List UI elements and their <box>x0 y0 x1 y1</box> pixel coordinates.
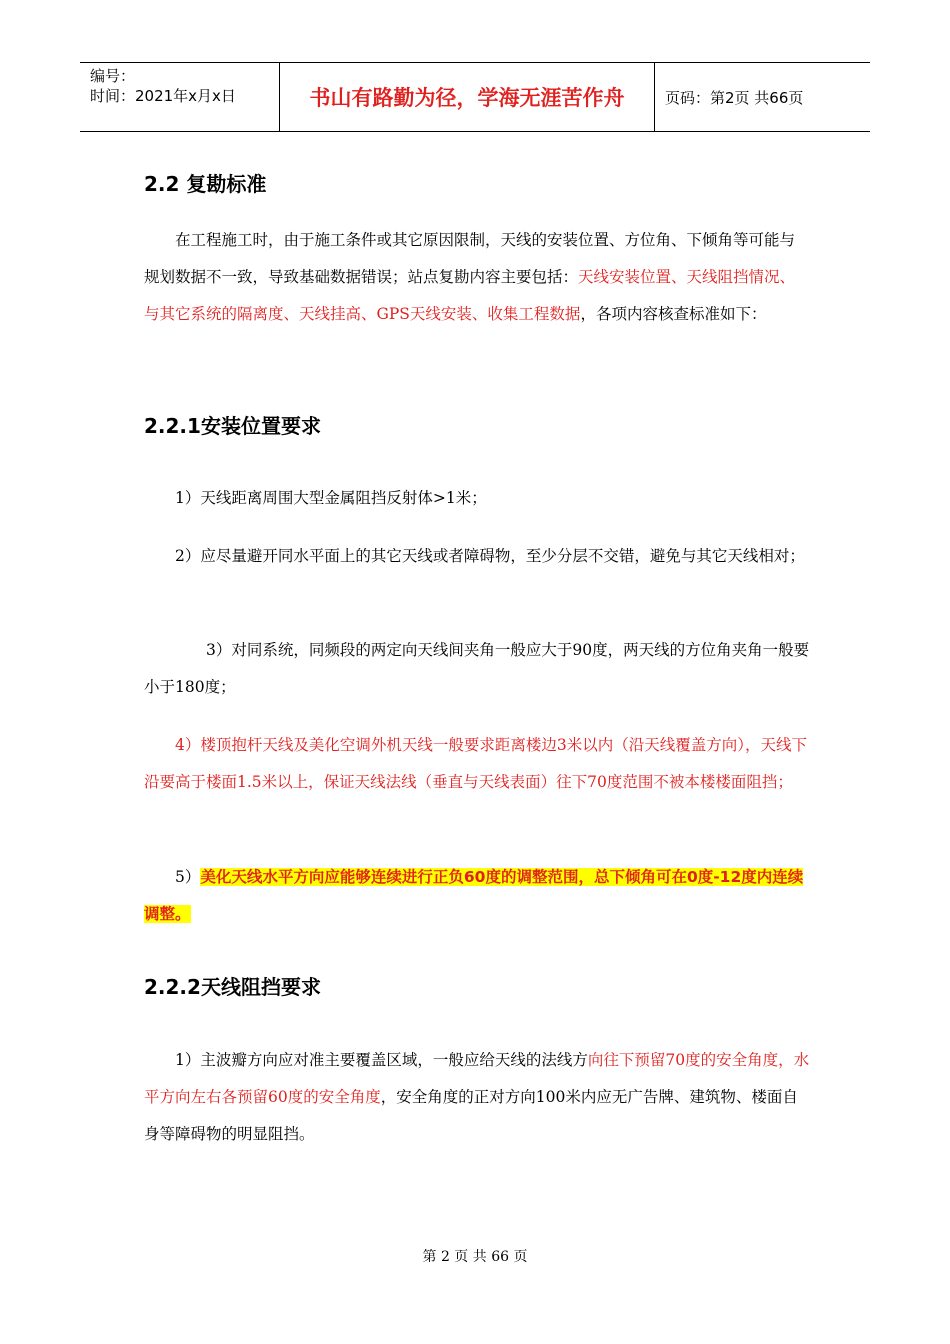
list-item-5 <box>144 859 810 933</box>
highlighted-text: 美化天线水平方向应能够连续进行正负60度的调整范围，总下倾角可在0度-12度内连续调整。 <box>144 868 804 923</box>
section-title-2-2: 2.2 复勘标准 <box>144 172 267 196</box>
header-meta <box>80 63 280 131</box>
header-motto: 书山有路勤为径，学海无涯苦作舟 <box>280 63 655 131</box>
section-title-2-2-1: 2.2.1安装位置要求 <box>144 414 321 438</box>
list-item-4: 4）楼顶抱杆天线及美化空调外机天线一般要求距离楼边3米以内（沿天线覆盖方向），天线下沿要高于楼面1.5米以上，保证天线法线（垂直与天线表面）往下70度范围不被本楼楼面阻挡； <box>144 736 807 791</box>
header-page-info: 页码：第2页 共66页 <box>665 88 804 107</box>
document-date: 时间：2021年x月x日 <box>90 87 236 105</box>
section-title-2-2-2: 2.2.2天线阻挡要求 <box>144 975 321 999</box>
paragraph-text: ，各项内容核查标准如下： <box>580 305 767 323</box>
paragraph-red-text: 天线安装位置、天线阻挡情况、与其它系统的隔离度、天线挂高、GPS天线安装、收集工程数据 <box>144 268 796 323</box>
paragraph-red-text: 向往下预留70度的安全角度，水平方向左右各预留60度的安全角度 <box>144 1051 810 1106</box>
page-footer: 第 2 页 共 66 页 <box>422 1249 528 1265</box>
page-header <box>80 62 870 132</box>
list-item-3: 3）对同系统，同频段的两定向天线间夹角一般应大于90度，两天线的方位角夹角一般要小于180度； <box>144 641 810 696</box>
paragraph-text: ，安全角度的正对方向100米内应无广告牌、建筑物、楼面自身等障碍物的明显阻挡。 <box>144 1088 798 1143</box>
list-item-prefix: 5） <box>175 868 201 886</box>
document-number-label: 编号： <box>90 67 136 85</box>
section-2-2-paragraph <box>144 222 810 333</box>
section-2-2-2-item-1 <box>144 1042 810 1153</box>
list-item-2: 2）应尽量避开同水平面上的其它天线或者障碍物，至少分层不交错，避免与其它天线相对； <box>175 547 805 565</box>
paragraph-text: 在工程施工时，由于施工条件或其它原因限制，天线的安装位置、方位角、下倾角等可能与规划数据不一致，导致基础数据错误；站点复勘内容主要包括： <box>144 231 796 286</box>
paragraph-text: 1）主波瓣方向应对准主要覆盖区域，一般应给天线的法线方 <box>175 1051 588 1069</box>
list-item-1: 1）天线距离周围大型金属阻挡反射体>1米； <box>175 489 487 507</box>
